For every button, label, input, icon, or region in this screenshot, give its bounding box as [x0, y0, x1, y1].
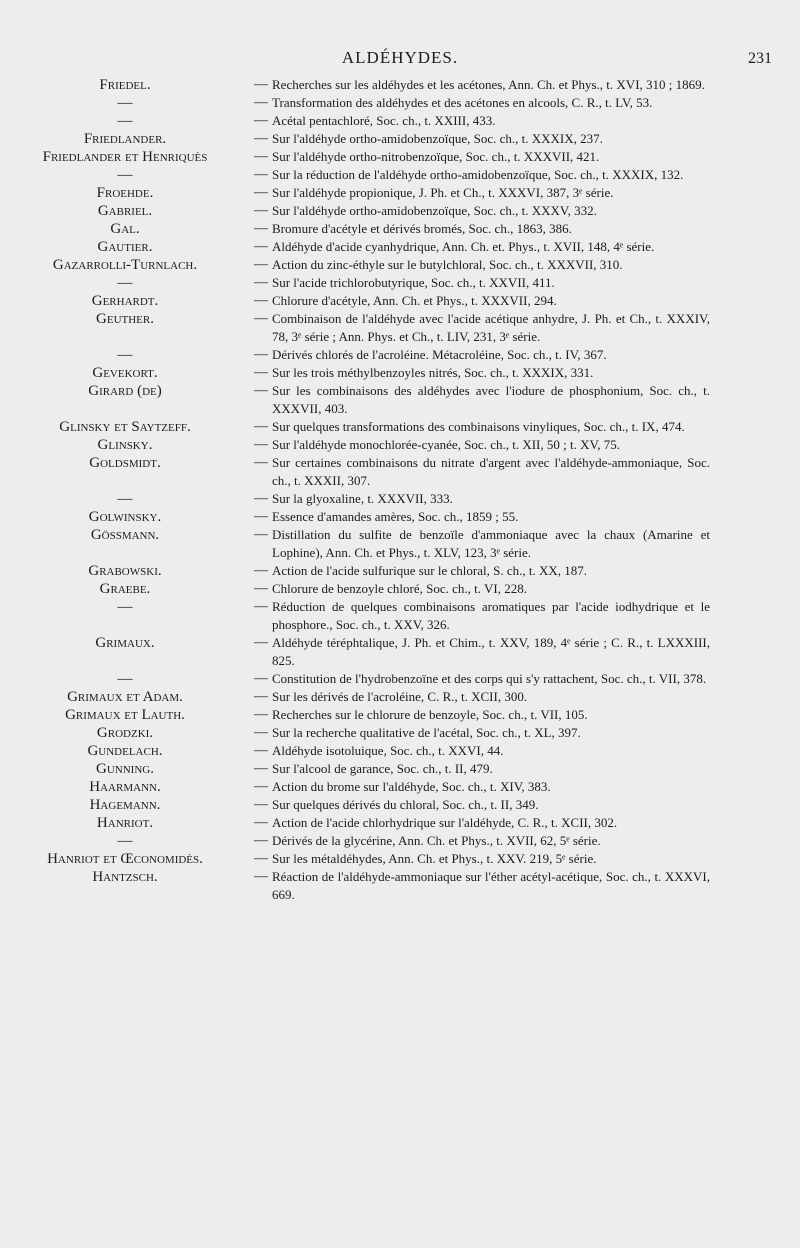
entry-author: Hantzsch.	[92, 869, 158, 885]
entry-author: Girard (de)	[88, 383, 162, 399]
entry-author: —	[117, 599, 133, 615]
entry-dash: —	[254, 347, 268, 362]
entry-author: Glinsky.	[97, 437, 153, 453]
bibliography-entry	[0, 184, 800, 202]
entry-dash: —	[254, 419, 268, 434]
bibliography-entry	[0, 868, 800, 904]
entry-dash: —	[254, 689, 268, 704]
entry-reference: Action du zinc-éthyle sur le butylchloral, Soc. ch., t. XXXVII, 310.	[272, 257, 623, 272]
entry-reference: Essence d'amandes amères, Soc. ch., 1859 ; 55.	[272, 509, 519, 524]
entry-reference: Sur quelques dérivés du chloral, Soc. ch., t. II, 349.	[272, 797, 539, 812]
bibliography-entry	[0, 688, 800, 706]
entry-author: Gunning.	[96, 761, 154, 777]
entry-dash: —	[254, 275, 268, 290]
entry-author: Froehde.	[96, 185, 154, 201]
entry-reference: Sur l'acide trichlorobutyrique, Soc. ch., t. XXVII, 411.	[272, 275, 555, 290]
entry-author: —	[117, 275, 133, 291]
bibliography-entry	[0, 832, 800, 850]
bibliography-entry	[0, 742, 800, 760]
entry-author: —	[117, 671, 133, 687]
entry-dash: —	[254, 599, 268, 614]
entry-reference: Sur les trois méthylbenzoyles nitrés, Soc. ch., t. XXXIX, 331.	[272, 365, 594, 380]
entry-reference: Chlorure de benzoyle chloré, Soc. ch., t. VI, 228.	[272, 581, 527, 596]
entry-reference: Sur les combinaisons des aldéhydes avec l'iodure de phosphonium, Soc. ch., t. XXXVII, 403.	[272, 383, 710, 416]
bibliography-entry	[0, 562, 800, 580]
bibliography-entry	[0, 310, 800, 346]
entry-reference: Sur les métaldéhydes, Ann. Ch. et Phys., t. XXV. 219, 5ᵉ série.	[272, 851, 597, 866]
entry-dash: —	[254, 149, 268, 164]
entry-reference: Sur l'aldéhyde ortho-nitrobenzoïque, Soc. ch., t. XXXVII, 421.	[272, 149, 600, 164]
entry-dash: —	[254, 869, 268, 884]
entry-author: —	[117, 167, 133, 183]
running-head	[0, 48, 800, 72]
entry-author: Hanriot.	[96, 815, 154, 831]
entry-reference: Sur quelques transformations des combinaisons vinyliques, Soc. ch., t. IX, 474.	[272, 419, 685, 434]
entry-author: Hanriot et Œconomidès.	[47, 851, 203, 867]
bibliography-entry	[0, 94, 800, 112]
entry-dash: —	[254, 779, 268, 794]
entry-reference: Sur les dérivés de l'acroléine, C. R., t. XCII, 300.	[272, 689, 528, 704]
bibliography-entry	[0, 292, 800, 310]
entry-author: Hagemann.	[89, 797, 161, 813]
entry-reference: Dérivés chlorés de l'acroléine. Métacroléine, Soc. ch., t. IV, 367.	[272, 347, 607, 362]
bibliography-entry	[0, 454, 800, 490]
entry-reference: Sur l'aldéhyde monochlorée-cyanée, Soc. ch., t. XII, 50 ; t. XV, 75.	[272, 437, 620, 452]
entry-dash: —	[254, 671, 268, 686]
entry-dash: —	[254, 833, 268, 848]
entry-author: —	[117, 95, 133, 111]
entry-dash: —	[254, 635, 268, 650]
bibliography-entry	[0, 382, 800, 418]
entry-dash: —	[254, 293, 268, 308]
bibliography-entry	[0, 634, 800, 670]
entry-reference: Distillation du sulfite de benzoïle d'ammoniaque avec la chaux (Amarine et Lophine), Ann. Ch. et Phys., t. XLV, 123, 3ᵉ série.	[272, 527, 710, 560]
entry-dash: —	[254, 851, 268, 866]
entry-reference: Aldéhyde isotoluique, Soc. ch., t. XXVI, 44.	[272, 743, 504, 758]
entry-author: Gal.	[110, 221, 140, 237]
entry-reference: Sur l'aldéhyde ortho-amidobenzoïque, Soc. ch., t. XXXV, 332.	[272, 203, 597, 218]
bibliography-entry	[0, 598, 800, 634]
bibliography-entry	[0, 256, 800, 274]
entry-dash: —	[254, 113, 268, 128]
entry-author: Gerhardt.	[91, 293, 159, 309]
bibliography-entry	[0, 112, 800, 130]
entry-reference: Aldéhyde d'acide cyanhydrique, Ann. Ch. et. Phys., t. XVII, 148, 4ᵉ série.	[272, 239, 655, 254]
bibliography-entry	[0, 364, 800, 382]
entry-reference: Réaction de l'aldéhyde-ammoniaque sur l'éther acétyl-acétique, Soc. ch., t. XXXVI, 669.	[272, 869, 710, 902]
entry-author: —	[117, 113, 133, 129]
entry-author: Geuther.	[96, 311, 154, 327]
entry-reference: Action de l'acide chlorhydrique sur l'aldéhyde, C. R., t. XCII, 302.	[272, 815, 618, 830]
running-title: ALDÉHYDES.	[341, 48, 459, 67]
entry-reference: Constitution de l'hydrobenzoïne et des corps qui s'y rattachent, Soc. ch., t. VII, 378.	[272, 671, 707, 686]
entry-author: Grimaux et Adam.	[67, 689, 183, 705]
bibliography-entry	[0, 130, 800, 148]
entry-author: Gevekort.	[92, 365, 158, 381]
entry-author: —	[117, 491, 133, 507]
entry-author: Gössmann.	[90, 527, 160, 543]
bibliography-entry	[0, 148, 800, 166]
entry-author: Goldsmidt.	[89, 455, 161, 471]
entry-dash: —	[254, 167, 268, 182]
entry-dash: —	[254, 95, 268, 110]
entry-author: Friedlander et Henriquès	[42, 149, 208, 165]
bibliography-entry	[0, 274, 800, 292]
entry-dash: —	[254, 581, 268, 596]
entry-author: Grabowski.	[88, 563, 162, 579]
entry-author: Golwinsky.	[88, 509, 162, 525]
entry-reference: Sur l'aldéhyde ortho-amidobenzoïque, Soc. ch., t. XXXIX, 237.	[272, 131, 603, 146]
entry-dash: —	[254, 383, 268, 398]
entry-dash: —	[254, 311, 268, 326]
entry-author: Grimaux et Lauth.	[65, 707, 185, 723]
page-number: 231	[748, 50, 772, 67]
entry-dash: —	[254, 365, 268, 380]
bibliography-entry	[0, 670, 800, 688]
entry-reference: Sur certaines combinaisons du nitrate d'argent avec l'aldéhyde-ammoniaque, Soc. ch., t. XXXII, 307.	[272, 455, 710, 488]
entry-dash: —	[254, 239, 268, 254]
bibliography-entry	[0, 724, 800, 742]
entry-author: Gautier.	[97, 239, 153, 255]
entry-dash: —	[254, 77, 268, 92]
entry-reference: Réduction de quelques combinaisons aromatiques par l'acide iodhydrique et le phosphore., Soc. ch., t. XXV, 326.	[272, 599, 710, 632]
entry-author: Graebe.	[99, 581, 151, 597]
entry-dash: —	[254, 563, 268, 578]
bibliography-entry	[0, 76, 800, 94]
bibliography-entry	[0, 418, 800, 436]
bibliography-entry	[0, 220, 800, 238]
entry-reference: Dérivés de la glycérine, Ann. Ch. et Phys., t. XVII, 62, 5ᵉ série.	[272, 833, 601, 848]
entry-dash: —	[254, 815, 268, 830]
entry-dash: —	[254, 257, 268, 272]
bibliography-entry	[0, 580, 800, 598]
bibliography-entry	[0, 202, 800, 220]
entry-dash: —	[254, 725, 268, 740]
entry-dash: —	[254, 185, 268, 200]
entry-reference: Transformation des aldéhydes et des acétones en alcools, C. R., t. LV, 53.	[272, 95, 653, 110]
entry-reference: Sur la recherche qualitative de l'acétal, Soc. ch., t. XL, 397.	[272, 725, 581, 740]
entry-reference: Combinaison de l'aldéhyde avec l'acide acétique anhydre, J. Ph. et Ch., t. XXXIV, 78, 3ᵉ série ; Ann. Phys. et Ch., t. LIV, 231, 3ᵉ série.	[272, 311, 710, 344]
entry-reference: Recherches sur les aldéhydes et les acétones, Ann. Ch. et Phys., t. XVI, 310 ; 1869.	[272, 77, 705, 92]
entry-reference: Sur la réduction de l'aldéhyde ortho-amidobenzoïque, Soc. ch., t. XXXIX, 132.	[272, 167, 684, 182]
entry-dash: —	[254, 131, 268, 146]
bibliography-entry	[0, 526, 800, 562]
bibliography-entry	[0, 796, 800, 814]
entry-dash: —	[254, 455, 268, 470]
entry-dash: —	[254, 203, 268, 218]
entry-reference: Sur l'alcool de garance, Soc. ch., t. II, 479.	[272, 761, 493, 776]
bibliography-entry	[0, 346, 800, 364]
entry-dash: —	[254, 743, 268, 758]
entry-author: —	[117, 833, 133, 849]
bibliography-entry	[0, 778, 800, 796]
entry-author: Friedel.	[99, 77, 151, 93]
entry-reference: Sur l'aldéhyde propionique, J. Ph. et Ch., t. XXXVI, 387, 3ᵉ série.	[272, 185, 614, 200]
bibliography-entry	[0, 760, 800, 778]
entry-author: Gundelach.	[87, 743, 163, 759]
entry-author: Grodzki.	[96, 725, 154, 741]
entry-dash: —	[254, 797, 268, 812]
entry-reference: Action du brome sur l'aldéhyde, Soc. ch., t. XIV, 383.	[272, 779, 551, 794]
bibliography-entry	[0, 850, 800, 868]
entry-dash: —	[254, 509, 268, 524]
entry-reference: Chlorure d'acétyle, Ann. Ch. et Phys., t. XXXVII, 294.	[272, 293, 557, 308]
entry-reference: Sur la glyoxaline, t. XXXVII, 333.	[272, 491, 453, 506]
bibliography-entry	[0, 436, 800, 454]
entry-dash: —	[254, 491, 268, 506]
entry-author: —	[117, 347, 133, 363]
bibliography-list	[0, 76, 800, 904]
bibliography-entry	[0, 706, 800, 724]
entry-author: Gabriel.	[97, 203, 153, 219]
entry-dash: —	[254, 707, 268, 722]
entry-author: Gazarrolli-Turnlach.	[52, 257, 198, 273]
entry-dash: —	[254, 437, 268, 452]
entry-dash: —	[254, 761, 268, 776]
bibliography-entry	[0, 238, 800, 256]
entry-author: Haarmann.	[89, 779, 161, 795]
entry-dash: —	[254, 221, 268, 236]
entry-reference: Action de l'acide sulfurique sur le chloral, S. ch., t. XX, 187.	[272, 563, 587, 578]
entry-reference: Recherches sur le chlorure de benzoyle, Soc. ch., t. VII, 105.	[272, 707, 588, 722]
bibliography-entry	[0, 814, 800, 832]
bibliography-entry	[0, 508, 800, 526]
entry-reference: Aldéhyde téréphtalique, J. Ph. et Chim., t. XXV, 189, 4ᵉ série ; C. R., t. LXXXIII, 825.	[272, 635, 710, 668]
bibliography-entry	[0, 166, 800, 184]
entry-reference: Bromure d'acétyle et dérivés bromés, Soc. ch., 1863, 386.	[272, 221, 572, 236]
entry-author: Glinsky et Saytzeff.	[59, 419, 191, 435]
entry-dash: —	[254, 527, 268, 542]
entry-author: Grimaux.	[95, 635, 155, 651]
entry-reference: Acétal pentachloré, Soc. ch., t. XXIII, 433.	[272, 113, 496, 128]
bibliography-entry	[0, 490, 800, 508]
entry-author: Friedlander.	[83, 131, 167, 147]
